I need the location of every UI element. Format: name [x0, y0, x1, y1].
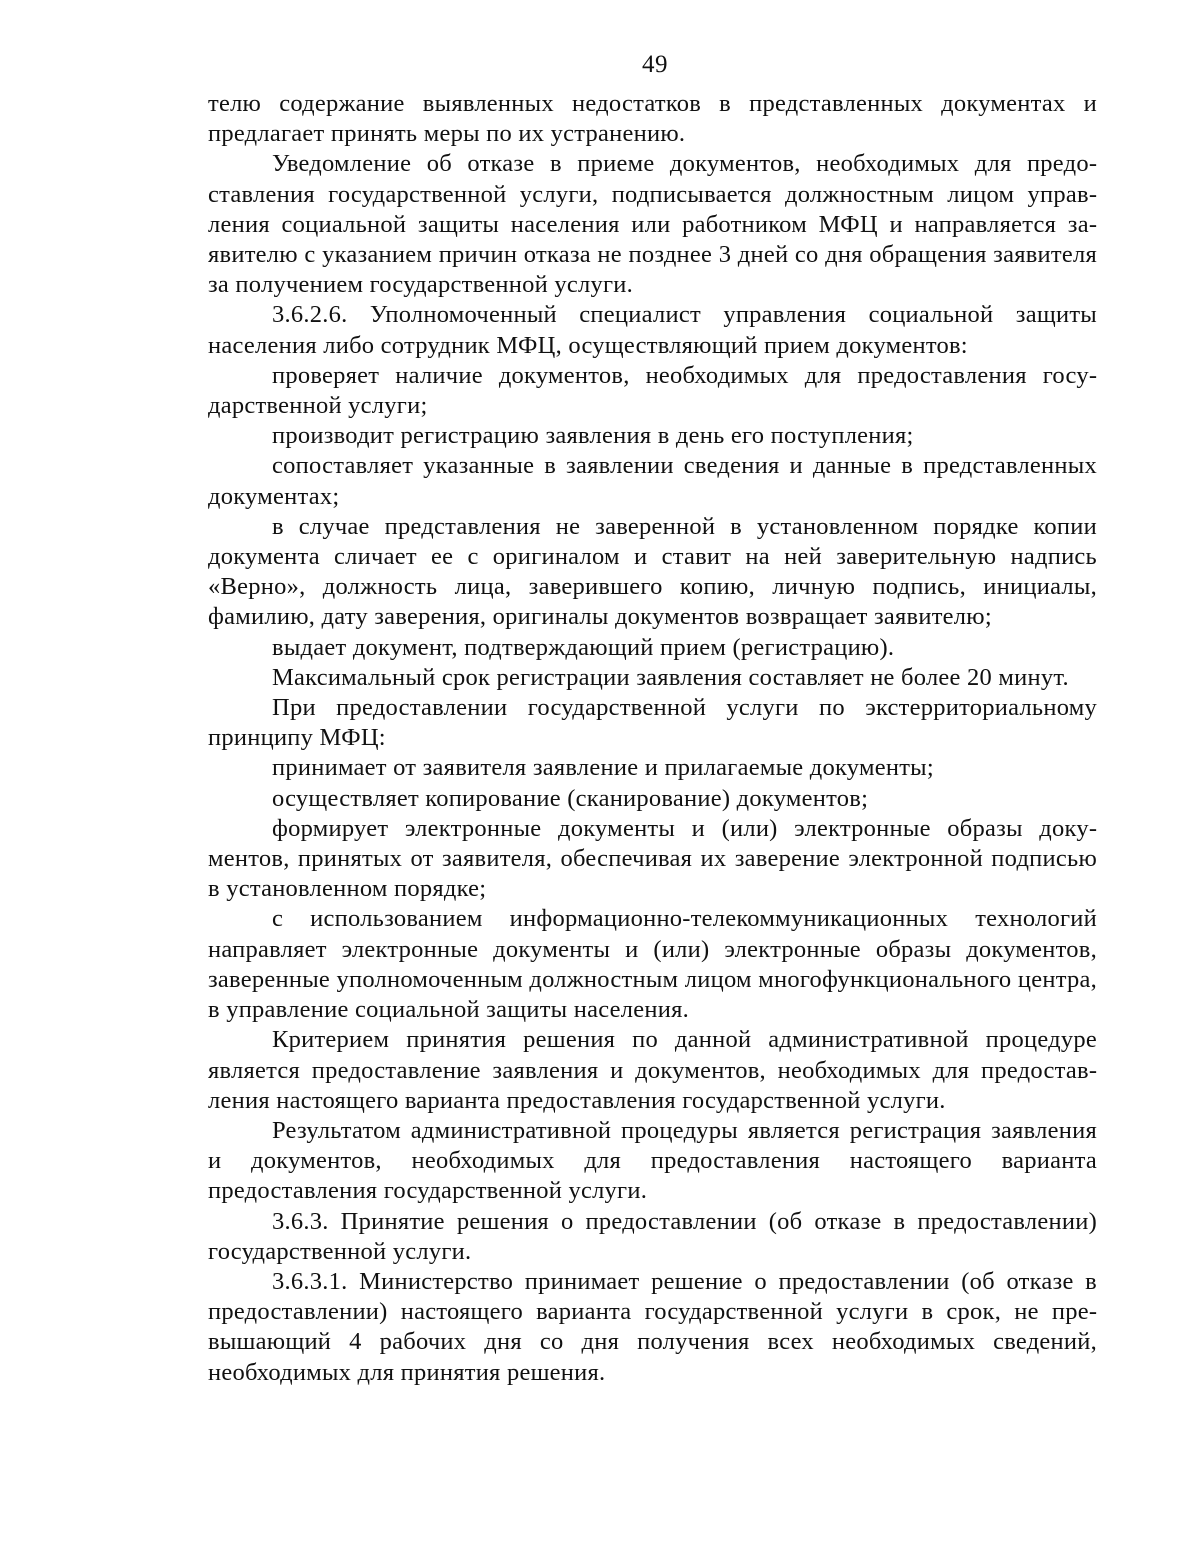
paragraph: Уведомление об отказе в приеме документов, необходимых для предоставления государственной услуги, подписывается должностным лицом управления социальной защиты населения или работником МФЦ и направляется заявителю с указанием причин отказа не позднее 3 дней со дня обращения заявителя за получением государственной услуги. — [208, 150, 1097, 299]
page-number: 49 — [642, 51, 668, 78]
paragraph: выдает документ, подтверждающий прием (регистрацию). — [272, 633, 895, 661]
paragraph: При предоставлении государственной услуги по экстерриториальному принципу МФЦ: — [208, 694, 1097, 752]
document-body — [208, 89, 1097, 1388]
paragraph: с использованием информационно-телекоммуникационных технологий направляет электронные документы и (или) электронные образы документов, заверенные уполномоченным должностным лицом многофункционального центра, в управление социальной защиты населения. — [208, 905, 1097, 1024]
paragraph: сопоставляет указанные в заявлении сведения и данные в представленных документах; — [208, 452, 1097, 510]
paragraph: телю содержание выявленных недостатков в представленных документах и предлагает принять меры по их устранению. — [208, 90, 1097, 148]
paragraph: 3.6.3.1. Министерство принимает решение о предоставлении (об отказе в предоставлении) настоящего варианта государственной услуги в срок, не превышающий 4 рабочих дня со дня получения всех необходимых сведений, необходимых для принятия решения. — [208, 1267, 1097, 1386]
paragraph: Максимальный срок регистрации заявления составляет не более 20 минут. — [272, 663, 1069, 691]
paragraph: Результатом административной процедуры является регистрация заявления и документов, необходимых для предоставления настоящего варианта предоставления государственной услуги. — [208, 1116, 1097, 1205]
paragraph: в случае представления не заверенной в установленном порядке копии документа сличает ее с оригиналом и ставит на ней заверительную надпись «Верно», должность лица, заверившего копию, личную подпись, инициалы, фамилию, дату заверения, оригиналы документов возвращает заявителю; — [208, 512, 1097, 631]
paragraph: 3.6.2.6. Уполномоченный специалист управления социальной защиты населения либо сотрудник МФЦ, осуществляющий прием документов: — [208, 301, 1097, 359]
paragraph: производит регистрацию заявления в день его поступления; — [272, 422, 914, 450]
paragraph: 3.6.3. Принятие решения о предоставлении (об отказе в предоставлении) государственной услуги. — [208, 1207, 1097, 1265]
paragraph: проверяет наличие документов, необходимых для предоставления государственной услуги; — [208, 361, 1097, 420]
paragraph: принимает от заявителя заявление и прилагаемые документы; — [272, 754, 934, 782]
paragraph: Критерием принятия решения по данной административной процедуре является предоставление заявления и документов, необходимых для предоставления настоящего варианта предоставления государственной услуги. — [208, 1026, 1097, 1114]
paragraph: формирует электронные документы и (или) электронные образы документов, принятых от заявителя, обеспечивая их заверение электронной подписью в установленном порядке; — [208, 814, 1097, 903]
paragraph: осуществляет копирование (сканирование) документов; — [272, 784, 869, 812]
